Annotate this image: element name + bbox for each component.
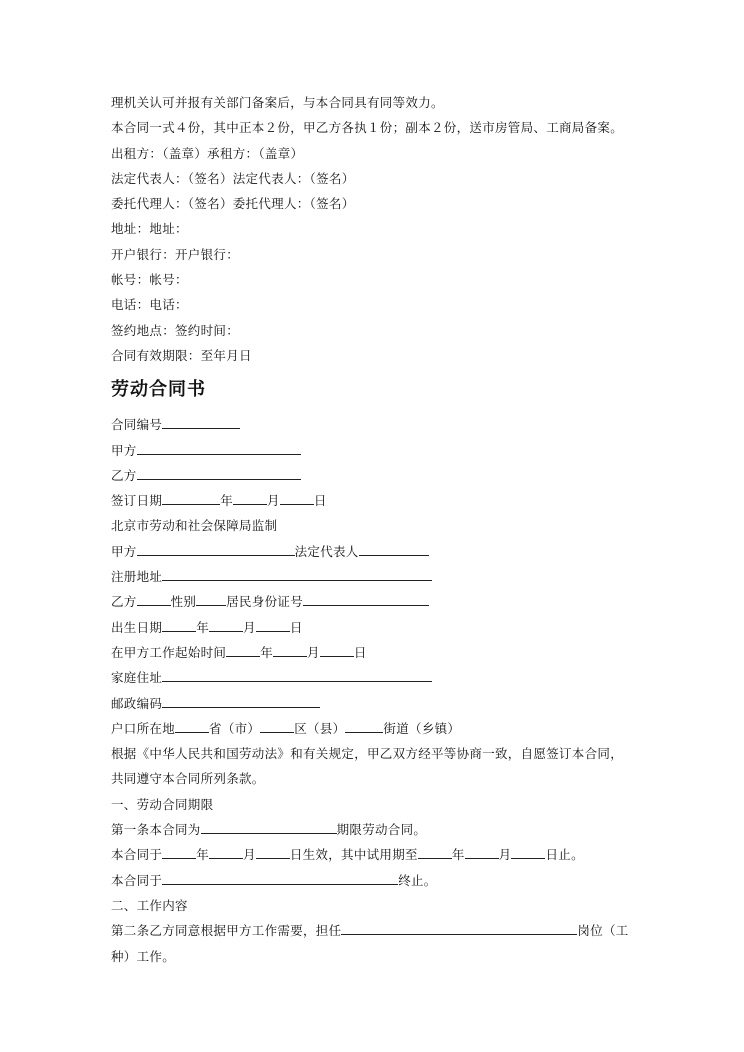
- text: 本合同于: [111, 847, 163, 863]
- label: 月: [243, 619, 256, 635]
- text: 终止。: [398, 872, 437, 888]
- birth-month-blank[interactable]: [209, 617, 243, 632]
- text-line: 出租方：（盖章）承租方：（盖章）: [111, 145, 304, 161]
- label: 年: [451, 847, 465, 863]
- label: 月: [498, 847, 512, 863]
- eff-year-blank[interactable]: [162, 844, 196, 859]
- label: 省（市）: [209, 720, 261, 736]
- label: 合同编号: [111, 417, 163, 433]
- article-2-line: [111, 918, 641, 943]
- party-b-detail-line: [111, 589, 641, 614]
- label: 街道（乡镇）: [383, 720, 461, 736]
- party-b-line: [111, 463, 641, 488]
- label: 法定代表人: [294, 543, 359, 559]
- year-blank[interactable]: [162, 490, 220, 505]
- text-line: 签约地点：签约时间：: [111, 322, 240, 338]
- trial-year-blank[interactable]: [418, 844, 452, 859]
- label: 甲方: [111, 543, 137, 559]
- article-1-dates-line: [111, 842, 641, 867]
- label: 月: [307, 644, 320, 660]
- text: 本合同于: [111, 872, 163, 888]
- text-line: 地址：地址：: [111, 221, 188, 237]
- start-month-blank[interactable]: [273, 642, 307, 657]
- label: 日: [313, 493, 327, 509]
- text: 第一条本合同为: [111, 822, 201, 838]
- text-line: 合同有效期限：至年月日: [111, 347, 252, 363]
- label: 日: [289, 619, 303, 635]
- sign-date-line: [111, 488, 641, 513]
- trial-month-blank[interactable]: [465, 844, 499, 859]
- party-a-detail-line: [111, 539, 641, 564]
- label: 年: [196, 619, 210, 635]
- party-b-blank[interactable]: [137, 465, 301, 480]
- article-1-end-line: [111, 868, 641, 893]
- postcode-blank[interactable]: [162, 693, 320, 708]
- text-line: 开户银行：开户银行：: [111, 246, 240, 262]
- party-a-name-blank[interactable]: [137, 541, 295, 556]
- reg-address-blank[interactable]: [162, 566, 432, 581]
- start-day-blank[interactable]: [320, 642, 354, 657]
- eff-month-blank[interactable]: [209, 844, 243, 859]
- day-blank[interactable]: [280, 490, 314, 505]
- label: 月: [267, 493, 280, 509]
- birth-date-line: [111, 615, 641, 640]
- text: 第二条乙方同意根据甲方工作需要，担任: [111, 923, 342, 939]
- hukou-line: [111, 716, 641, 741]
- label: 月: [243, 847, 256, 863]
- birth-day-blank[interactable]: [256, 617, 290, 632]
- text-line: 委托代理人：（签名）委托代理人：（签名）: [111, 196, 355, 212]
- label: 性别: [170, 594, 197, 610]
- home-address-line: [111, 665, 641, 690]
- party-b-name-blank[interactable]: [137, 591, 171, 606]
- document-page: [111, 90, 641, 969]
- label: 乙方: [111, 467, 137, 483]
- text: 日生效，其中试用期至: [289, 847, 418, 863]
- label: 乙方: [111, 594, 137, 610]
- text-line: 本合同一式４份，其中正本２份，甲乙方各执１份；副本２份，送市房管局、工商局备案。: [111, 120, 624, 136]
- postcode-line: [111, 691, 641, 716]
- text: 日止。: [545, 847, 584, 863]
- position-blank[interactable]: [341, 920, 577, 935]
- intro-line-1: 根据《中华人民共和国劳动法》和有关规定，甲乙双方经平等协商一致，自愿签订本合同，: [111, 746, 624, 762]
- label: 邮政编码: [111, 695, 163, 711]
- text-line: 理机关认可并报有关部门备案后，与本合同具有同等效力。: [111, 95, 444, 110]
- text-line: 帐号：帐号：: [111, 272, 188, 288]
- article-1-line: [111, 817, 641, 842]
- province-blank[interactable]: [175, 718, 209, 733]
- termination-blank[interactable]: [162, 870, 398, 885]
- eff-day-blank[interactable]: [256, 844, 290, 859]
- label: 出生日期: [111, 619, 163, 635]
- label: 注册地址: [111, 569, 163, 585]
- label: 在甲方工作起始时间: [111, 644, 227, 660]
- term-type-blank[interactable]: [201, 819, 337, 834]
- district-blank[interactable]: [260, 718, 294, 733]
- street-blank[interactable]: [345, 718, 383, 733]
- work-start-line: [111, 640, 641, 665]
- text: 期限劳动合同。: [336, 822, 427, 838]
- start-year-blank[interactable]: [226, 642, 260, 657]
- gender-blank[interactable]: [196, 591, 226, 606]
- party-a-line: [111, 438, 641, 463]
- month-blank[interactable]: [233, 490, 267, 505]
- reg-address-line: [111, 564, 641, 589]
- id-no-blank[interactable]: [303, 591, 429, 606]
- label: 年: [196, 847, 210, 863]
- label: 区（县）: [294, 720, 346, 736]
- text-line: 电话：电话：: [111, 297, 188, 313]
- intro-line-2: 共同遵守本合同所列条款。: [111, 771, 265, 787]
- label: 甲方: [111, 442, 137, 458]
- text-line: 法定代表人：（签名）法定代表人：（签名）: [111, 170, 355, 186]
- document-title: 劳动合同书: [111, 379, 206, 401]
- label: 户口所在地: [111, 720, 176, 736]
- label: 日: [353, 644, 367, 660]
- label: 居民身份证号: [226, 594, 304, 610]
- label: 家庭住址: [111, 670, 163, 686]
- birth-year-blank[interactable]: [162, 617, 196, 632]
- contract-no-line: [111, 412, 641, 437]
- contract-no-blank[interactable]: [162, 414, 240, 429]
- label: 签订日期: [111, 493, 163, 509]
- home-address-blank[interactable]: [162, 667, 432, 682]
- label: 年: [220, 493, 234, 509]
- supervisor-line: 北京市劳动和社会保障局监制: [111, 518, 278, 534]
- label: 年: [260, 644, 274, 660]
- trial-day-blank[interactable]: [511, 844, 545, 859]
- section-heading: 一、劳动合同期限: [111, 796, 214, 812]
- text: 岗位（工: [577, 923, 629, 939]
- section-heading: 二、工作内容: [111, 897, 188, 913]
- party-a-blank[interactable]: [137, 440, 301, 455]
- article-2-cont-line: 种）工作。: [111, 948, 176, 964]
- legal-rep-blank[interactable]: [359, 541, 429, 556]
